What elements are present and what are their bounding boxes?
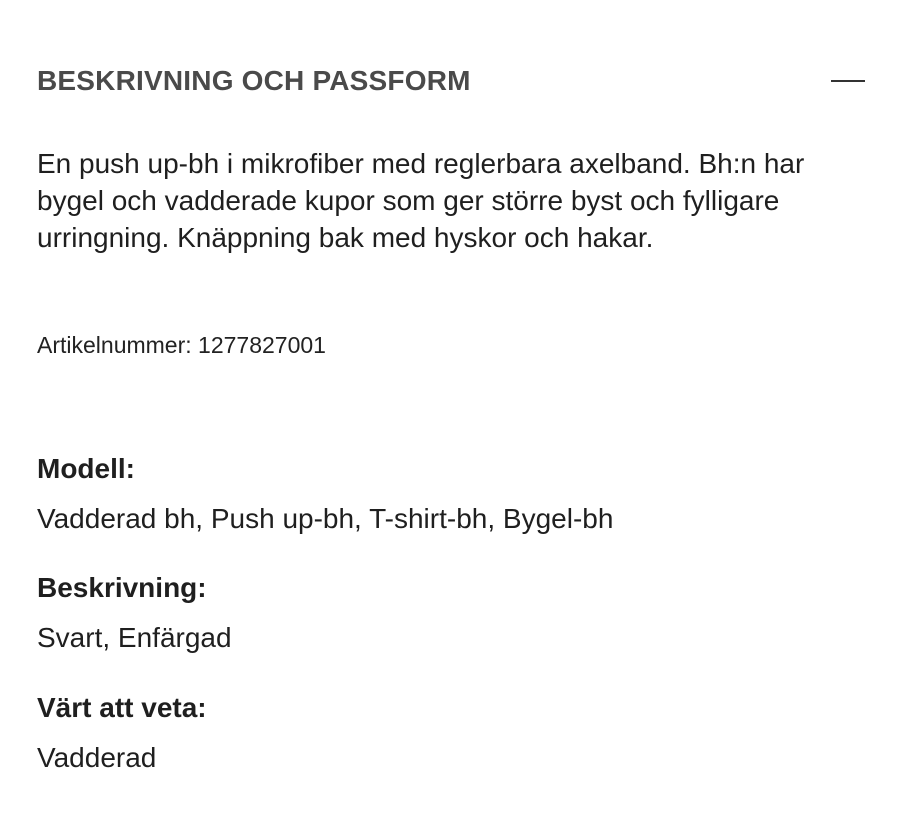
- minus-icon[interactable]: [829, 71, 865, 91]
- attribute-description: [37, 570, 857, 656]
- article-number: Artikelnummer: 1277827001: [37, 332, 326, 358]
- attribute-value: Vadderad bh, Push up-bh, T-shirt-bh, Bygel-bh: [37, 503, 614, 534]
- attribute-model: [37, 451, 857, 537]
- attribute-label: Värt att veta:: [37, 692, 207, 723]
- attribute-label: Modell:: [37, 453, 135, 484]
- accordion-header-description[interactable]: [37, 58, 865, 104]
- attribute-good-to-know: [37, 690, 857, 776]
- attribute-value: Svart, Enfärgad: [37, 622, 232, 653]
- attribute-label: Beskrivning:: [37, 572, 207, 603]
- attribute-value: Vadderad: [37, 742, 157, 773]
- section-title: BESKRIVNING OCH PASSFORM: [37, 65, 471, 96]
- product-description: En push up-bh i mikrofiber med reglerbara axelband. Bh:n har bygel och vadderade kupor som ger större byst och fylligare urringning. Knäppning bak med hyskor och hakar.: [37, 148, 805, 253]
